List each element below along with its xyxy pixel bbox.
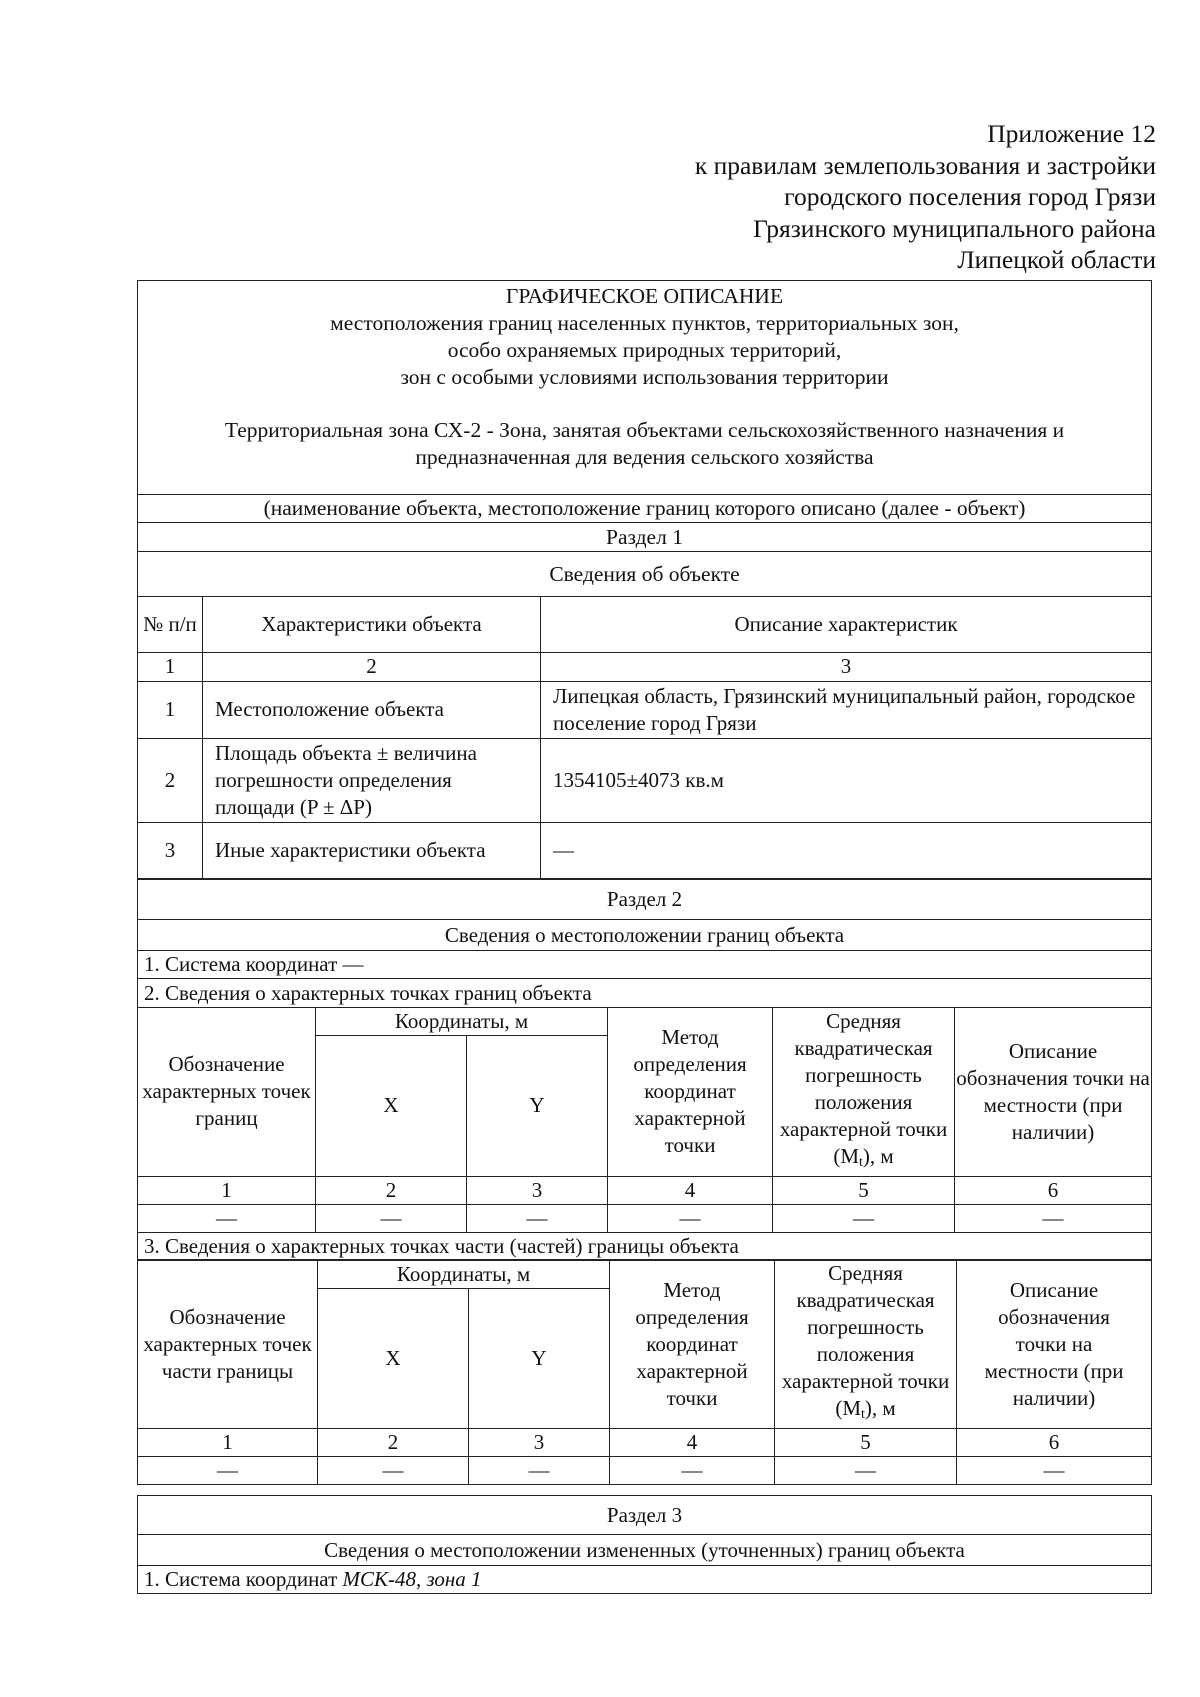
col-number: 4: [610, 1429, 775, 1457]
coordinate-system-line: 1. Система координат —: [138, 951, 1152, 979]
row-characteristic: Местоположение объекта: [203, 681, 541, 738]
row-description: —: [541, 822, 1152, 879]
section-1-subtitle: Сведения об объекте: [138, 552, 1152, 597]
col-number: 3: [467, 1176, 608, 1204]
header-table: [137, 280, 1152, 597]
appendix-line: Липецкой области: [957, 245, 1156, 274]
col-number: 5: [775, 1429, 957, 1457]
col-header-coordinates: Координаты, м: [318, 1260, 610, 1289]
appendix-note: [456, 118, 1156, 276]
col-number: 4: [608, 1176, 773, 1204]
col-header-mean-error: Средняя квадратическая погрешность положения характерной точки $(M_t)$, м: [775, 1260, 957, 1429]
col-header-method: Метод определения координат характерной точки: [610, 1260, 775, 1429]
row-number: 1: [138, 681, 203, 738]
section-2-subtitle: Сведения о местоположении границ объекта: [138, 920, 1152, 951]
empty-cell: —: [138, 1457, 318, 1485]
col-number: 3: [541, 652, 1152, 681]
form-desc-line: зон с особыми условиями использования территории: [400, 365, 889, 389]
section-2-header: [137, 878, 1152, 1008]
col-number: 6: [955, 1176, 1152, 1204]
boundary-part-points-table: [137, 1259, 1152, 1485]
section-3-header: [137, 1495, 1152, 1594]
col-header-description: Описание характеристик: [541, 596, 1152, 652]
col-header-point-description: Описание обозначения точки на местности (при наличии): [957, 1260, 1152, 1429]
col-number: 1: [138, 1176, 316, 1204]
parts-heading: 3. Сведения о характерных точках части (частей) границы объекта: [138, 1232, 1152, 1260]
appendix-line: Приложение 12: [987, 119, 1156, 148]
col-header-x: X: [318, 1289, 469, 1429]
points-heading: 2. Сведения о характерных точках границ объекта: [138, 979, 1152, 1008]
row-description: 1354105±4073 кв.м: [541, 738, 1152, 822]
table-row: [138, 1457, 1152, 1485]
boundary-points-table: [137, 1007, 1152, 1261]
appendix-line: к правилам землепользования и застройки: [694, 150, 1156, 180]
empty-cell: —: [469, 1457, 610, 1485]
col-header-number: № п/п: [138, 596, 203, 652]
row-number: 3: [138, 822, 203, 879]
col-header-characteristic: Характеристики объекта: [203, 596, 541, 652]
table-row: [138, 738, 1152, 822]
empty-cell: —: [773, 1204, 955, 1232]
col-header-point-designation: Обозначение характерных точек границ: [138, 1007, 316, 1176]
empty-cell: —: [610, 1457, 775, 1485]
col-header-x: X: [316, 1036, 467, 1177]
col-number: 1: [138, 1429, 318, 1457]
object-caption: (наименование объекта, местоположение границ которого описано (далее - объект): [138, 495, 1152, 523]
empty-cell: —: [955, 1204, 1152, 1232]
graphic-description-form: [137, 280, 1152, 1594]
empty-cell: —: [608, 1204, 773, 1232]
zone-name-line: предназначенная для ведения сельского хозяйства: [415, 445, 874, 469]
section-3-title: Раздел 3: [138, 1496, 1152, 1535]
table-row: [138, 822, 1152, 879]
col-number: 6: [957, 1429, 1152, 1457]
section-3-subtitle: Сведения о местоположении измененных (уточненных) границ объекта: [138, 1535, 1152, 1566]
empty-cell: —: [316, 1204, 467, 1232]
empty-cell: —: [775, 1457, 957, 1485]
coordinate-system-value: МСК-48, зона 1: [342, 1567, 482, 1592]
col-number: 3: [469, 1429, 610, 1457]
table-row: [138, 681, 1152, 738]
col-header-coordinates: Координаты, м: [316, 1007, 608, 1035]
col-number: 5: [773, 1176, 955, 1204]
appendix-line: Грязинского муниципального района: [753, 213, 1156, 243]
section-2-title: Раздел 2: [138, 879, 1152, 920]
row-number: 2: [138, 738, 203, 822]
empty-cell: —: [957, 1457, 1152, 1485]
table-row: [138, 1204, 1152, 1232]
empty-cell: —: [467, 1204, 608, 1232]
section-3-coordinate-system: 1. Система координат МСК-48, зона 1: [138, 1566, 1152, 1594]
col-number: 2: [203, 652, 541, 681]
form-title: ГРАФИЧЕСКОЕ ОПИСАНИЕ: [505, 284, 784, 308]
appendix-line: городского поселения город Грязи: [784, 182, 1156, 211]
col-number: 1: [138, 652, 203, 681]
col-header-method: Метод определения координат характерной точки: [608, 1007, 773, 1176]
row-characteristic: Площадь объекта ± величина погрешности определения площади (P ± ΔP): [203, 738, 541, 822]
empty-cell: —: [318, 1457, 469, 1485]
form-desc-line: местоположения границ населенных пунктов, территориальных зон,: [330, 311, 959, 335]
col-header-y: Y: [469, 1289, 610, 1429]
object-info-table: [137, 596, 1152, 880]
form-desc-line: особо охраняемых природных территорий,: [447, 338, 842, 362]
zone-name-line: Территориальная зона СХ-2 - Зона, занятая объектами сельскохозяйственного назначения и: [224, 418, 1065, 442]
col-header-part-point-designation: Обозначение характерных точек части границы: [138, 1260, 318, 1429]
empty-cell: —: [138, 1204, 316, 1232]
col-number: 2: [318, 1429, 469, 1457]
col-header-mean-error: Средняя квадратическая погрешность положения характерной точки $(M_t)$, м: [773, 1007, 955, 1176]
header-cell: [138, 281, 1152, 495]
row-description: Липецкая область, Грязинский муниципальный район, городское поселение город Грязи: [541, 681, 1152, 738]
section-1-title: Раздел 1: [138, 523, 1152, 552]
row-characteristic: Иные характеристики объекта: [203, 822, 541, 879]
col-header-y: Y: [467, 1036, 608, 1177]
col-header-point-description: Описание обозначения точки на местности (при наличии): [955, 1007, 1152, 1176]
col-number: 2: [316, 1176, 467, 1204]
